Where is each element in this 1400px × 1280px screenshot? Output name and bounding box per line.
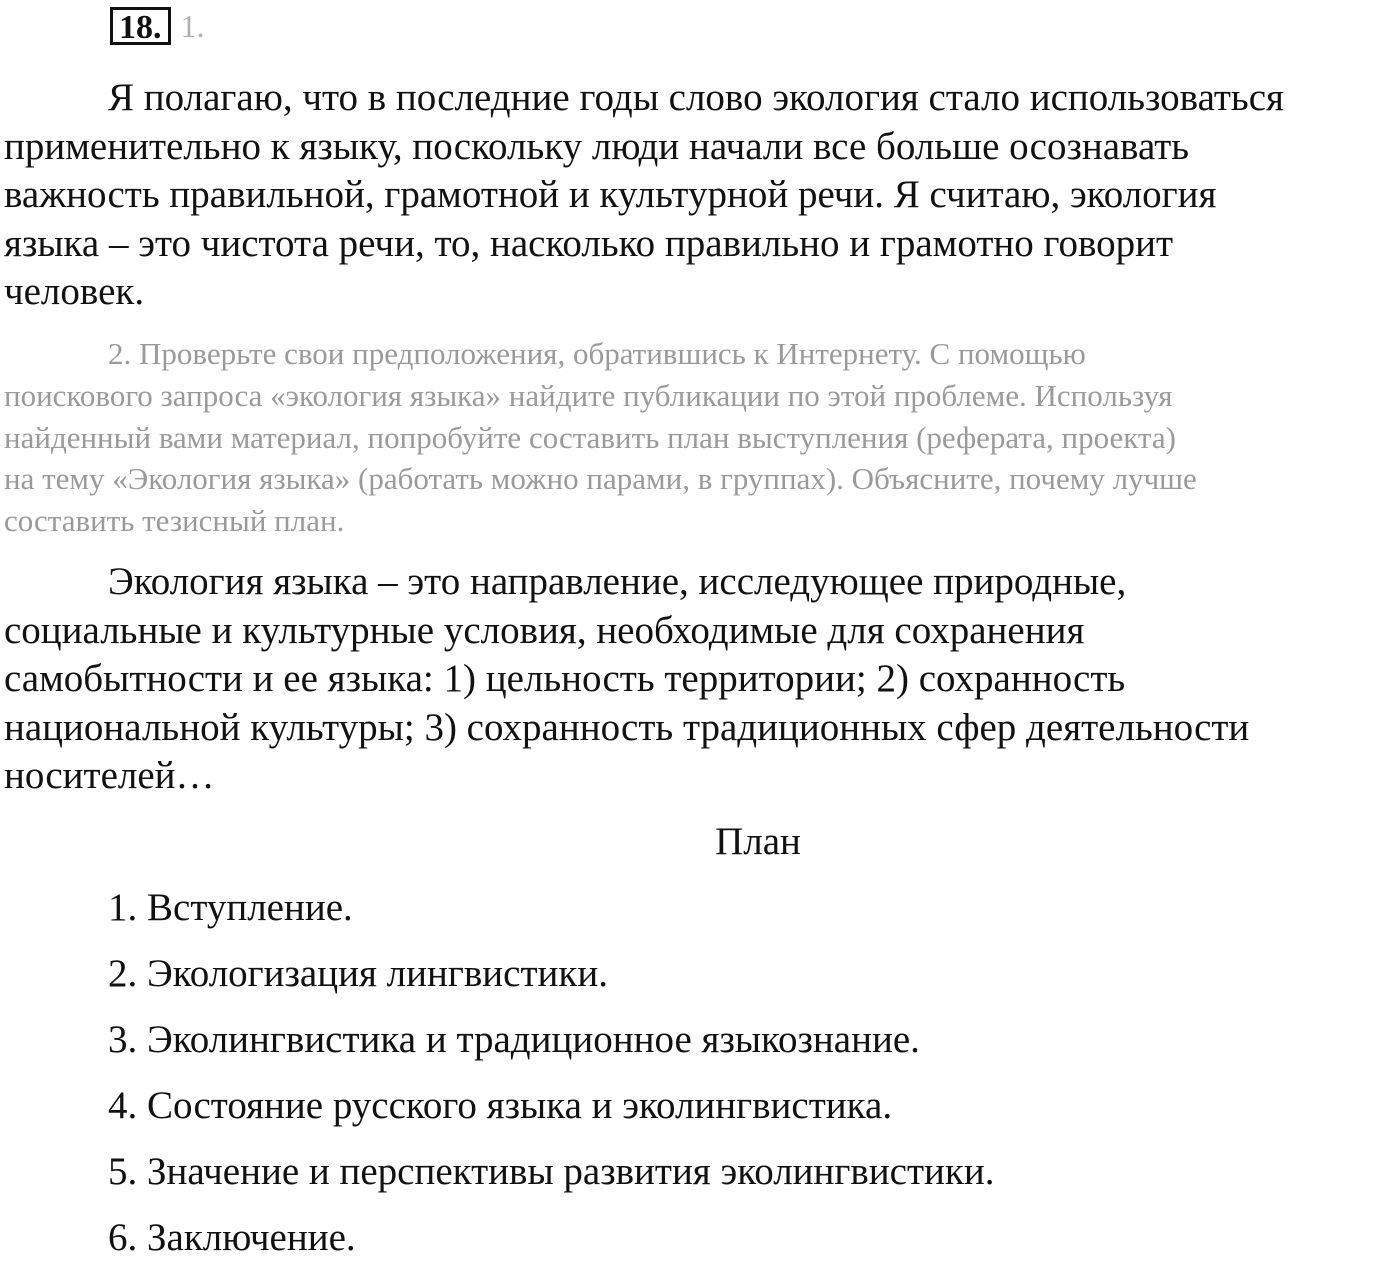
- plan-item: 3. Эколингвистика и традиционное языкознание.: [108, 1018, 920, 1061]
- text-line: Я полагаю, что в последние годы слово экология стало использоваться: [108, 76, 1284, 119]
- text-line: социальные и культурные условия, необходимые для сохранения: [4, 608, 1085, 652]
- prompt-line: найденный вами материал, попробуйте составить план выступления (реферата, проекта): [4, 419, 1176, 455]
- text-line: Экология языка – это направление, исследующее природные,: [108, 560, 1127, 603]
- text-line: важность правильной, грамотной и культурной речи. Я считаю, экология: [4, 173, 1217, 216]
- task-prompt-2: [4, 333, 1400, 542]
- task-number-badge: 18.: [110, 7, 171, 45]
- text-line: национальной культуры; 3) сохранность традиционных сфер деятельности: [4, 705, 1250, 749]
- plan-list: [108, 884, 994, 1280]
- task-sub-label: 1.: [180, 8, 205, 44]
- prompt-line: 2. Проверьте свои предположения, обратившись к Интернету. С помощью: [108, 336, 1086, 371]
- task-header: [110, 4, 205, 48]
- answer-paragraph-2: [4, 558, 1396, 801]
- prompt-line: составить тезисный план.: [4, 503, 345, 539]
- plan-item: 2. Экологизация лингвистики.: [108, 952, 608, 995]
- prompt-line: поискового запроса «экология языка» найдите публикации по этой проблеме. Используя: [4, 377, 1173, 413]
- text-line: носителей…: [4, 754, 215, 797]
- prompt-line: на тему «Экология языка» (работать можно парами, в группах). Объясните, почему лучше: [4, 461, 1197, 497]
- text-line: применительно к языку, поскольку люди начали все больше осознавать: [4, 124, 1190, 168]
- text-line: самобытности и ее языка: 1) цельность территории; 2) сохранность: [4, 657, 1126, 700]
- text-line: человек.: [4, 270, 145, 313]
- answer-paragraph-1: [4, 74, 1396, 317]
- plan-item: 4. Состояние русского языка и эколингвистика.: [108, 1084, 893, 1127]
- plan-item: 1. Вступление.: [108, 886, 353, 929]
- plan-item: 6. Заключение.: [108, 1216, 356, 1259]
- text-line: языка – это чистота речи, то, насколько правильно и грамотно говорит: [4, 221, 1174, 265]
- plan-item: 5. Значение и перспективы развития эколингвистики.: [108, 1150, 995, 1193]
- plan-title: План: [715, 820, 801, 863]
